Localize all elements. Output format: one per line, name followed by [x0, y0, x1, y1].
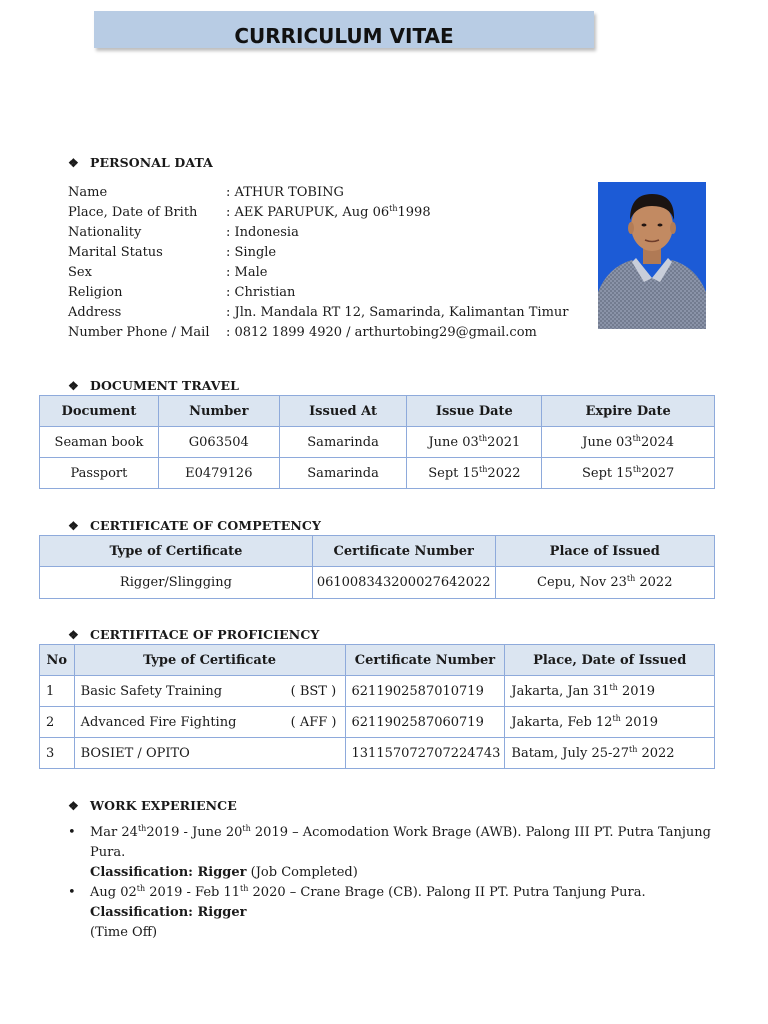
cell-type: Advanced Fire Fighting ( AFF ) [74, 707, 345, 738]
cell-no: 1 [40, 676, 75, 707]
section-proficiency [68, 627, 319, 642]
field-value: : Christian [226, 285, 296, 300]
personal-row-name [68, 185, 588, 205]
field-label: Address [68, 305, 122, 320]
section-title: WORK EXPERIENCE [90, 798, 237, 813]
cell-place-date: Jakarta, Feb 12th 2019 [505, 707, 715, 738]
diamond-bullet-icon: ❖ [68, 799, 79, 813]
column-header: Certificate Number [345, 645, 505, 676]
cell-number: E0479126 [158, 458, 279, 489]
section-title: PERSONAL DATA [90, 155, 213, 170]
personal-row-marital [68, 245, 588, 265]
cell-type: Basic Safety Training ( BST ) [74, 676, 345, 707]
section-personal-data [68, 155, 213, 170]
section-title: DOCUMENT TRAVEL [90, 378, 240, 393]
cell-place: Cepu, Nov 23th 2022 [495, 567, 714, 599]
section-document-travel [68, 378, 239, 393]
column-header: Issue Date [407, 396, 542, 427]
table-row [40, 707, 715, 738]
table-row [40, 738, 715, 769]
diamond-bullet-icon: ❖ [68, 379, 79, 393]
column-header: Expire Date [542, 396, 715, 427]
cell-document: Passport [40, 458, 159, 489]
column-header: Type of Certificate [74, 645, 345, 676]
field-label: Marital Status [68, 245, 163, 260]
table-row [40, 458, 715, 489]
field-value: : ATHUR TOBING [226, 185, 344, 200]
person-portrait-icon [598, 182, 706, 329]
personal-row-sex [68, 265, 588, 285]
personal-row-birth [68, 205, 588, 225]
column-header: Certificate Number [312, 536, 495, 567]
cell-expire-date: June 03th2024 [542, 427, 715, 458]
field-value: : Indonesia [226, 225, 299, 240]
field-label: Religion [68, 285, 123, 300]
profile-photo [598, 182, 706, 329]
cell-place-date: Batam, July 25-27th 2022 [505, 738, 715, 769]
list-item: • Aug 02th 2019 - Feb 11th 2020 – Crane Brage (CB). Palong II PT. Putra Tanjung Pura. Classification: Rigger (Time Off) [68, 884, 646, 940]
cell-abbr: ( AFF ) [290, 714, 337, 730]
diamond-bullet-icon: ❖ [68, 628, 79, 642]
cell-issue-date: Sept 15th2022 [407, 458, 542, 489]
personal-row-contact [68, 325, 588, 345]
cell-issue-date: June 03th2021 [407, 427, 542, 458]
table-row [40, 676, 715, 707]
section-work-experience [68, 798, 237, 813]
cell-expire-date: Sept 15th2027 [542, 458, 715, 489]
table-header-row [40, 645, 715, 676]
diamond-bullet-icon: ❖ [68, 156, 79, 170]
cell-abbr: ( BST ) [290, 683, 337, 699]
section-title: CERTIFITACE OF PROFICIENCY [90, 627, 320, 642]
cell-number: G063504 [158, 427, 279, 458]
column-header: Place of Issued [495, 536, 714, 567]
field-label: Name [68, 185, 108, 200]
cell-document: Seaman book [40, 427, 159, 458]
field-value: : AEK PARUPUK, Aug 06th1998 [226, 204, 431, 220]
cell-certificate-number: 6211902587010719 [345, 676, 505, 707]
table-row [40, 567, 715, 599]
field-value: : Jln. Mandala RT 12, Samarinda, Kalimantan Timur [226, 305, 569, 320]
cell-issued-at: Samarinda [279, 427, 407, 458]
column-header: No [40, 645, 75, 676]
section-competency [68, 518, 321, 533]
cell-place-date: Jakarta, Jan 31th 2019 [505, 676, 715, 707]
personal-row-nationality [68, 225, 588, 245]
list-item: • Mar 24th2019 - June 20th 2019 – Acomodation Work Brage (AWB). Palong III PT. Putra Tanjung Pura. Classification: Rigger (Job Completed) [68, 824, 711, 880]
field-label: Sex [68, 265, 92, 280]
field-value: : Male [226, 265, 268, 280]
cv-title-banner [94, 11, 594, 48]
table-header-row [40, 396, 715, 427]
field-label: Nationality [68, 225, 142, 240]
field-label: Place, Date of Brith [68, 205, 198, 220]
column-header: Issued At [279, 396, 407, 427]
classification-label: Classification: Rigger [90, 865, 247, 880]
bullet-icon: • [68, 885, 76, 900]
field-value: : Single [226, 245, 277, 260]
cell-certificate-number: 6211902587060719 [345, 707, 505, 738]
cell-issued-at: Samarinda [279, 458, 407, 489]
column-header: Place, Date of Issued [505, 645, 715, 676]
bullet-icon: • [68, 825, 76, 840]
classification-label: Classification: Rigger [90, 905, 247, 920]
column-header: Number [158, 396, 279, 427]
field-label: Number Phone / Mail [68, 325, 210, 340]
cell-no: 3 [40, 738, 75, 769]
cell-type: Rigger/Slingging [40, 567, 313, 599]
personal-row-religion [68, 285, 588, 305]
column-header: Document [40, 396, 159, 427]
cv-title: CURRICULUM VITAE [234, 24, 454, 48]
cell-type: BOSIET / OPITO [74, 738, 345, 769]
personal-row-address [68, 305, 588, 325]
table-row [40, 427, 715, 458]
section-title: CERTIFICATE OF COMPETENCY [90, 518, 322, 533]
cell-certificate-number: 131157072707224743 [345, 738, 505, 769]
cell-no: 2 [40, 707, 75, 738]
competency-table [39, 535, 715, 599]
field-value: : 0812 1899 4920 / arthurtobing29@gmail.com [226, 325, 537, 340]
column-header: Type of Certificate [40, 536, 313, 567]
work-experience-list [68, 823, 728, 943]
proficiency-table [39, 644, 715, 769]
table-header-row [40, 536, 715, 567]
cell-certificate-number: 061008343200027642022 [312, 567, 495, 599]
document-travel-table [39, 395, 715, 489]
diamond-bullet-icon: ❖ [68, 519, 79, 533]
